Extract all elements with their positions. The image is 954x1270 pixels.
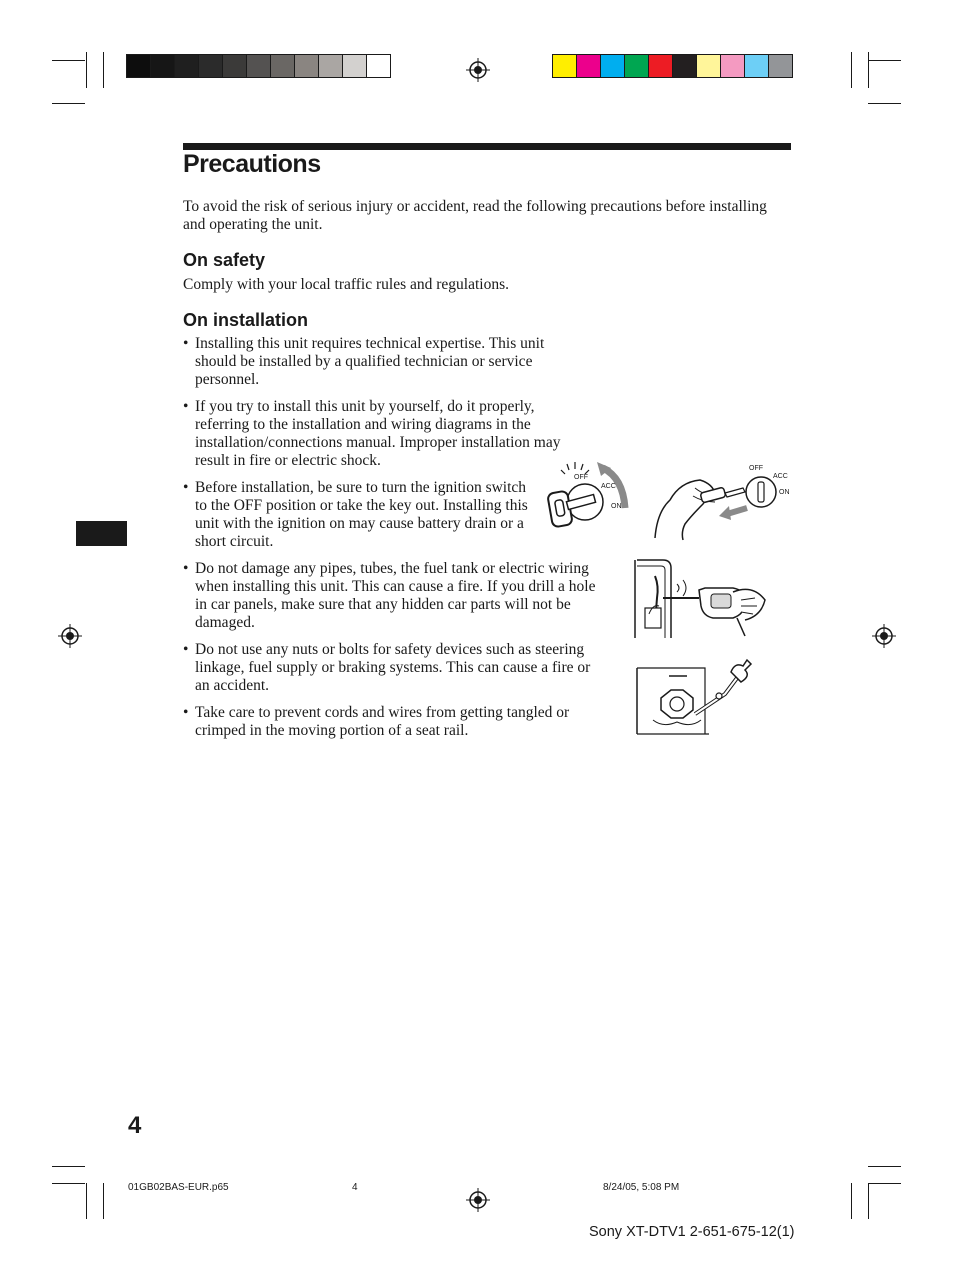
ignition-switch-illustration <box>545 458 635 538</box>
process-color-bar <box>552 54 793 78</box>
ignition-label-off: OFF <box>749 465 763 472</box>
color-swatch <box>697 55 721 77</box>
color-swatch <box>553 55 577 77</box>
crop-mark <box>52 1183 85 1184</box>
crop-mark <box>52 1166 85 1167</box>
color-swatch <box>271 55 295 77</box>
color-swatch <box>319 55 343 77</box>
color-swatch <box>151 55 175 77</box>
color-swatch <box>721 55 745 77</box>
list-item: • Take care to prevent cords and wires from getting tangled or crimped in the moving portion of a seat rail. <box>183 704 600 740</box>
installation-heading: On installation <box>183 310 309 330</box>
footer-filename: 01GB02BAS-EUR.p65 <box>128 1182 229 1193</box>
color-swatch <box>343 55 367 77</box>
color-swatch <box>745 55 769 77</box>
list-item: • Do not damage any pipes, tubes, the fuel tank or electric wiring when installing this unit. This can cause a fire. If you drill a hole in car panels, make sure that any hidden car parts will not be damaged. <box>183 560 600 632</box>
registration-mark-icon <box>58 624 82 648</box>
crop-mark <box>868 103 901 104</box>
color-swatch <box>769 55 792 77</box>
drill-illustration <box>633 558 768 640</box>
installation-list <box>183 335 603 749</box>
crop-mark <box>103 1183 104 1219</box>
remove-key-illustration <box>645 460 795 540</box>
crop-mark <box>868 60 901 61</box>
color-swatch <box>673 55 697 77</box>
crop-mark <box>868 52 869 88</box>
color-swatch <box>577 55 601 77</box>
list-item: • If you try to install this unit by yourself, do it properly, referring to the installation and wiring diagrams in the installation/connections manual. Improper installation may result in fire or electric shock. <box>183 398 565 470</box>
page-number: 4 <box>128 1112 142 1139</box>
color-swatch <box>625 55 649 77</box>
list-item: • Do not use any nuts or bolts for safety devices such as steering linkage, fuel supply or braking systems. This can cause a fire or an accident. <box>183 641 600 695</box>
color-swatch <box>601 55 625 77</box>
color-swatch <box>223 55 247 77</box>
crop-mark <box>851 1183 852 1219</box>
ignition-label-on: ON <box>611 503 622 510</box>
crop-mark <box>868 1166 901 1167</box>
ignition-label-acc: ACC <box>601 483 616 490</box>
title-rule <box>183 143 791 150</box>
page-title: Precautions <box>183 150 321 178</box>
crop-mark <box>868 1183 869 1219</box>
color-swatch <box>295 55 319 77</box>
crop-mark <box>103 52 104 88</box>
grayscale-color-bar <box>126 54 391 78</box>
crop-mark <box>851 52 852 88</box>
safety-heading: On safety <box>183 250 266 270</box>
footer-page: 4 <box>352 1182 358 1193</box>
ignition-label-off: OFF <box>574 474 588 481</box>
footer-timestamp: 8/24/05, 5:08 PM <box>603 1182 680 1193</box>
safety-text: Comply with your local traffic rules and regulations. <box>183 276 509 293</box>
ignition-label-acc: ACC <box>773 473 788 480</box>
color-swatch <box>367 55 390 77</box>
registration-mark-icon <box>466 1188 490 1212</box>
ignition-label-on: ON <box>779 489 790 496</box>
color-swatch <box>175 55 199 77</box>
crop-mark <box>86 52 87 88</box>
crop-mark <box>86 1183 87 1219</box>
safety-bolt-illustration <box>633 658 758 740</box>
color-swatch <box>649 55 673 77</box>
list-item: • Before installation, be sure to turn the ignition switch to the OFF position or take the key out. Installing this unit with the ignition on may cause battery drain or a short circuit. <box>183 479 540 551</box>
footer-model: Sony XT-DTV1 2-651-675-12(1) <box>589 1224 795 1240</box>
list-item: • Installing this unit requires technical expertise. This unit should be installed by a qualified technician or service personnel. <box>183 335 545 389</box>
crop-mark <box>52 60 85 61</box>
intro-paragraph: To avoid the risk of serious injury or accident, read the following precautions before installing and operating the unit. <box>183 198 767 233</box>
crop-mark <box>52 103 85 104</box>
registration-mark-icon <box>466 58 490 82</box>
crop-mark <box>868 1183 901 1184</box>
registration-mark-icon <box>872 624 896 648</box>
section-tab <box>76 521 127 546</box>
color-swatch <box>199 55 223 77</box>
color-swatch <box>127 55 151 77</box>
color-swatch <box>247 55 271 77</box>
